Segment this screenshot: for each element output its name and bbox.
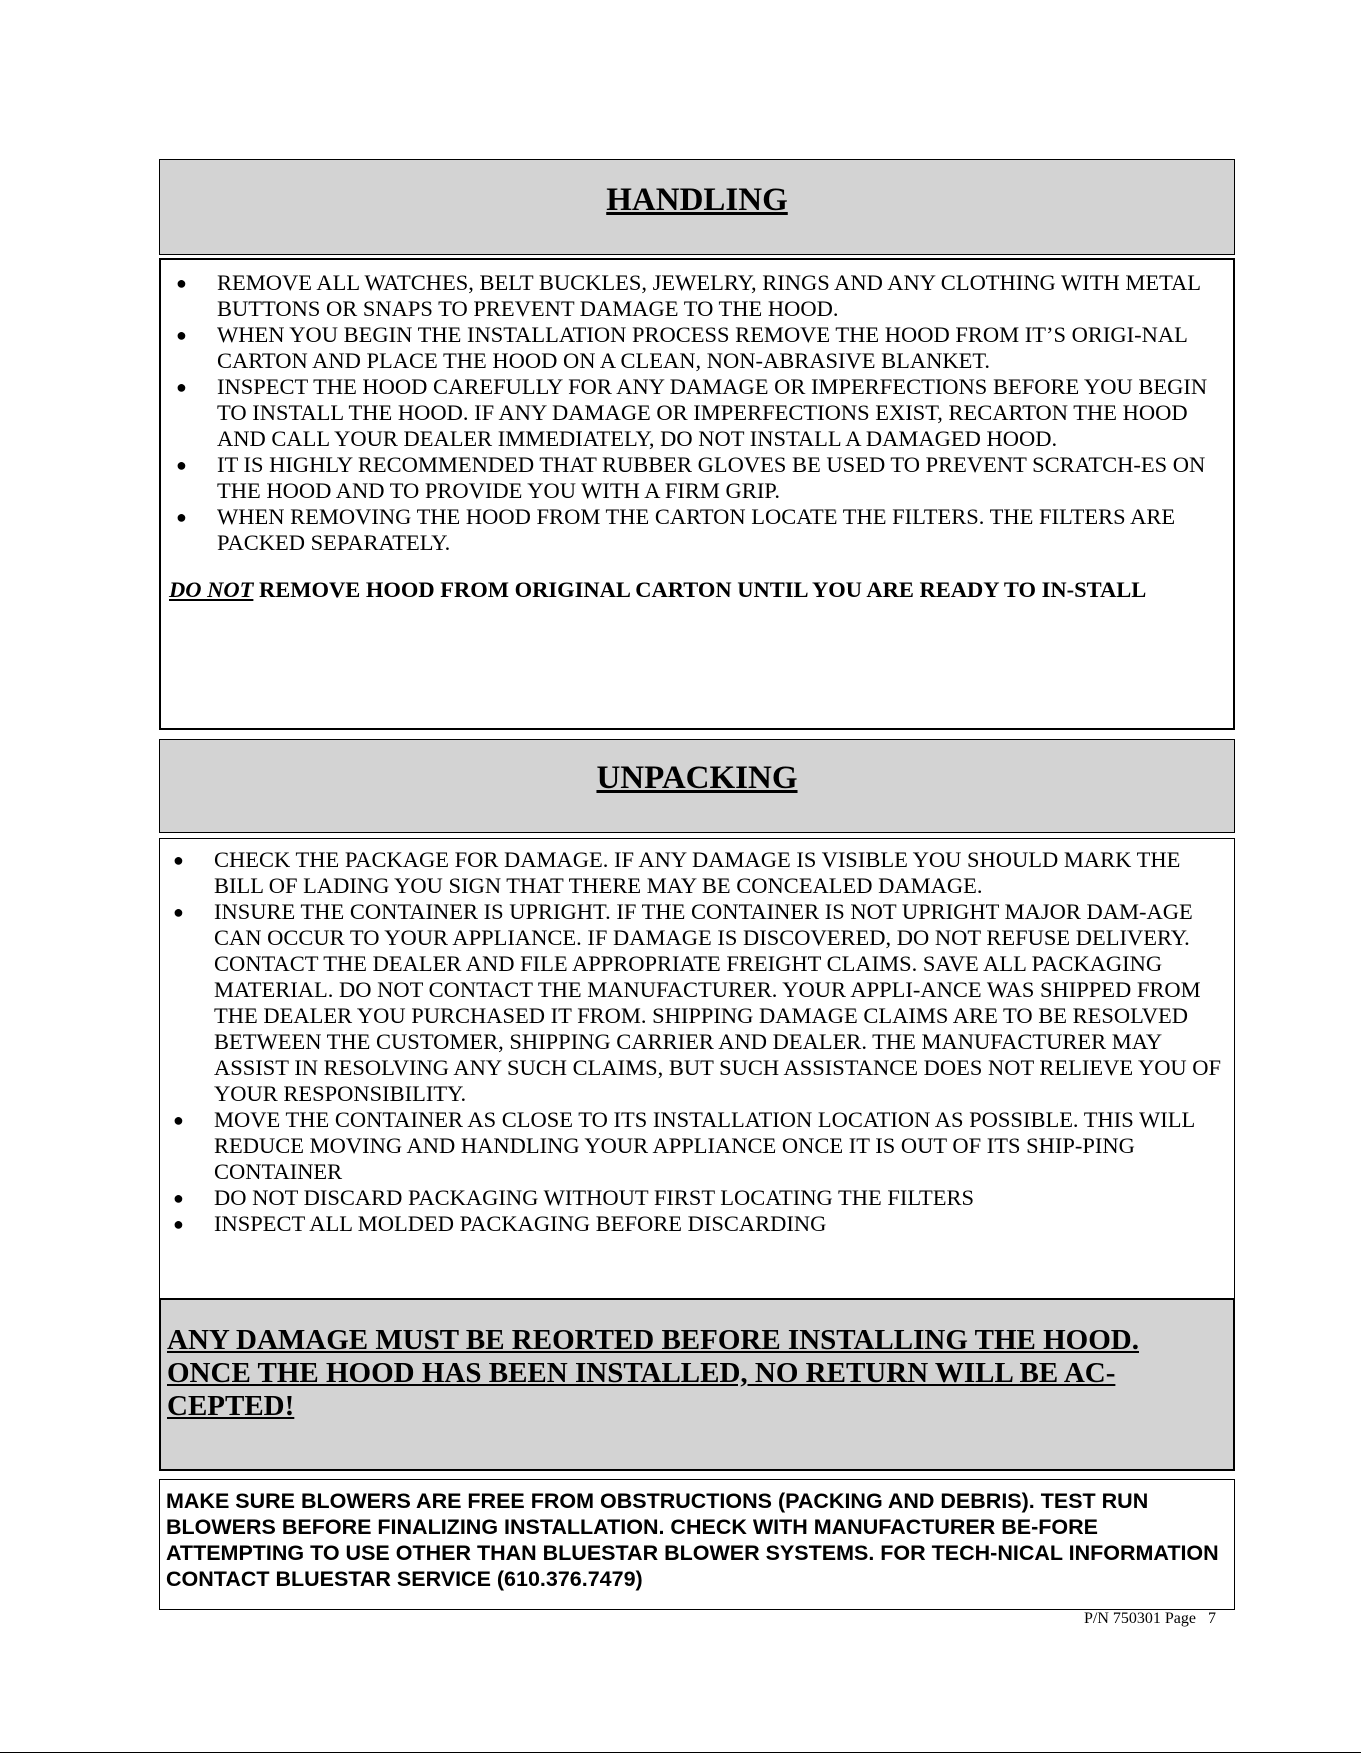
bullet-icon: ● [176,507,187,527]
unpacking-header [159,739,1235,833]
bullet-icon: ● [176,273,187,293]
list-item: ● INSPECT ALL MOLDED PACKAGING BEFORE DISCARDING [173,1211,827,1236]
damage-notice: ANY DAMAGE MUST BE REORTED BEFORE INSTALLING THE HOOD. ONCE THE HOOD HAS BEEN INSTALLED, NO RETURN WILL BE AC-CEPTED! [167,1324,1139,1422]
list-item: ● CHECK THE PACKAGE FOR DAMAGE. IF ANY DAMAGE IS VISIBLE YOU SHOULD MARK THE BILL OF LADING YOU SIGN THAT THERE MAY BE CONCEALED DAMAGE. [173,847,1181,898]
bottom-divider [0,1752,1361,1753]
page-footer: P/N 750301 Page 7 [1084,1610,1216,1627]
list-item: ● INSURE THE CONTAINER IS UPRIGHT. IF THE CONTAINER IS NOT UPRIGHT MAJOR DAM-AGE CAN OCCUR TO YOUR APPLIANCE. IF DAMAGE IS DISCOVERED, DO NOT REFUSE DELIVERY. CONTACT THE DEALER AND FILE APPROPRIATE FREIGHT CLAIMS. SAVE ALL PACKAGING MATERIAL. DO NOT CONTACT THE MANUFACTURER. YOUR APPLI-ANCE WAS SHIPPED FROM THE DEALER YOU PURCHASED IT FROM. SHIPPING DAMAGE CLAIMS ARE TO BE RESOLVED BETWEEN THE CUSTOMER, SHIPPING CARRIER AND DEALER. THE MANUFACTURER MAY ASSIST IN RESOLVING ANY SUCH CLAIMS, BUT SUCH ASSISTANCE DOES NOT RELIEVE YOU OF YOUR RESPONSIBILITY. [173,899,1222,1106]
damage-notice-box [159,1298,1235,1471]
do-not-emphasis: DO NOT [169,577,254,602]
unpacking-list [166,847,1228,1237]
list-item: ● WHEN YOU BEGIN THE INSTALLATION PROCESS REMOVE THE HOOD FROM IT’S ORIGI-NAL CARTON AND PLACE THE HOOD ON A CLEAN, NON-ABRASIVE BLANKET. [176,322,1188,373]
handling-section [159,258,1235,730]
unpacking-section [159,838,1235,1300]
handling-title: HANDLING [606,182,788,218]
bullet-icon: ● [173,1214,184,1234]
blower-notice: MAKE SURE BLOWERS ARE FREE FROM OBSTRUCTIONS (PACKING AND DEBRIS). TEST RUN BLOWERS BEFORE FINALIZING INSTALLATION. CHECK WITH MANUFACTURER BE-FORE ATTEMPTING TO USE OTHER THAN BLUESTAR BLOWER SYSTEMS. FOR TECH-NICAL INFORMATION CONTACT BLUESTAR SERVICE (610.376.7479) [166,1489,1219,1591]
list-item: ● INSPECT THE HOOD CAREFULLY FOR ANY DAMAGE OR IMPERFECTIONS BEFORE YOU BEGIN TO INSTALL THE HOOD. IF ANY DAMAGE OR IMPERFECTIONS EXIST, RECARTON THE HOOD AND CALL YOUR DEALER IMMEDIATELY, DO NOT INSTALL A DAMAGED HOOD. [176,374,1208,451]
list-item: ● DO NOT DISCARD PACKAGING WITHOUT FIRST LOCATING THE FILTERS [173,1185,975,1210]
bullet-icon: ● [173,1110,184,1130]
list-item: ● MOVE THE CONTAINER AS CLOSE TO ITS INSTALLATION LOCATION AS POSSIBLE. THIS WILL REDUCE MOVING AND HANDLING YOUR APPLIANCE ONCE IT IS OUT OF ITS SHIP-PING CONTAINER [173,1107,1195,1184]
bullet-icon: ● [173,1188,184,1208]
bullet-icon: ● [176,377,187,397]
handling-warning [169,576,1219,603]
handling-warning-text: REMOVE HOOD FROM ORIGINAL CARTON UNTIL YOU ARE READY TO IN-STALL [253,577,1147,602]
unpacking-title: UNPACKING [596,760,798,796]
handling-header [159,159,1235,255]
bullet-icon: ● [176,325,187,345]
list-item: ● IT IS HIGHLY RECOMMENDED THAT RUBBER GLOVES BE USED TO PREVENT SCRATCH-ES ON THE HOOD AND TO PROVIDE YOU WITH A FIRM GRIP. [176,452,1206,503]
handling-list [169,270,1219,556]
bullet-icon: ● [173,850,184,870]
blower-notice-box [159,1479,1235,1610]
list-item: ● WHEN REMOVING THE HOOD FROM THE CARTON LOCATE THE FILTERS. THE FILTERS ARE PACKED SEPARATELY. [176,504,1176,555]
list-item: ● REMOVE ALL WATCHES, BELT BUCKLES, JEWELRY, RINGS AND ANY CLOTHING WITH METAL BUTTONS OR SNAPS TO PREVENT DAMAGE TO THE HOOD. [176,270,1201,321]
bullet-icon: ● [176,455,187,475]
bullet-icon: ● [173,902,184,922]
